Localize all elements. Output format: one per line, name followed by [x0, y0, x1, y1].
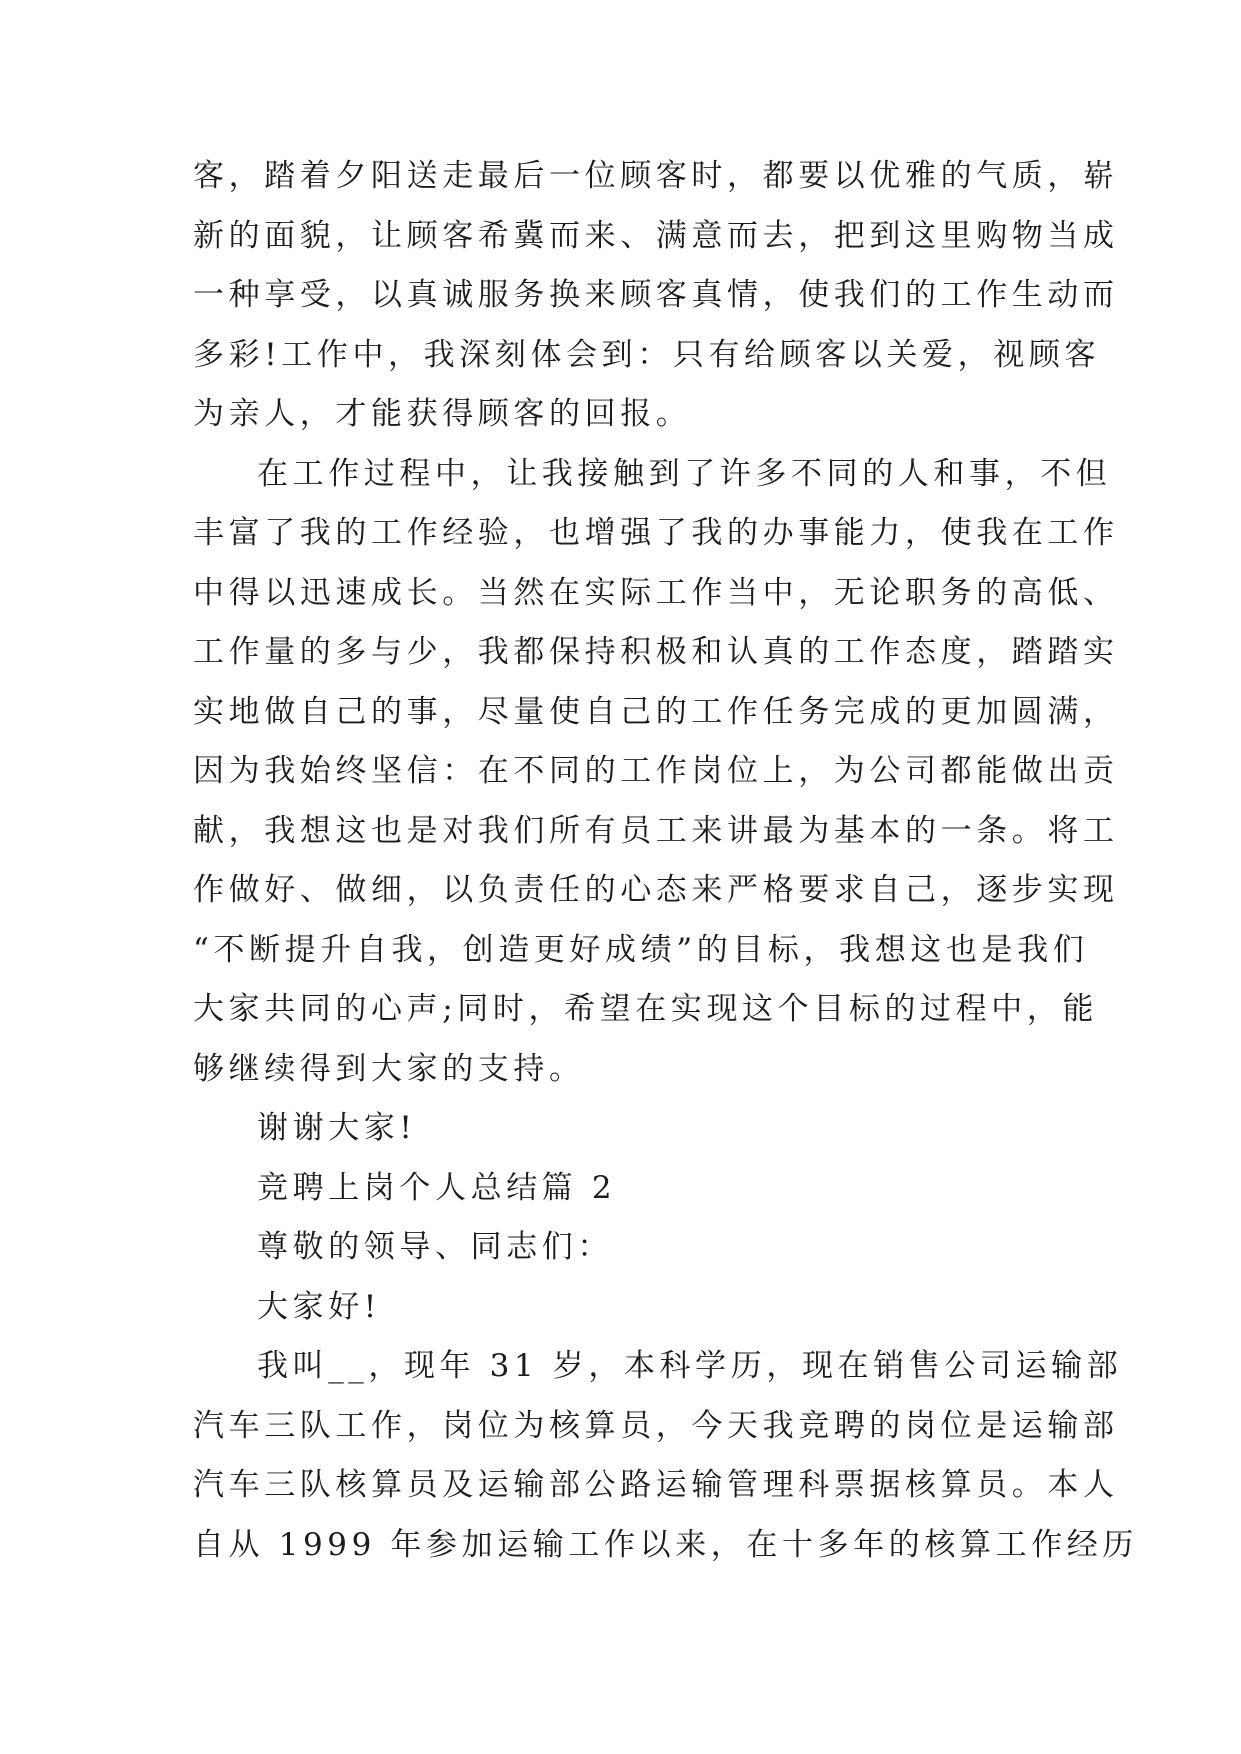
document-body: [193, 147, 1138, 1575]
text-line: 客，踏着夕阳送走最后一位顾客时，都要以优雅的气质，崭: [193, 158, 1119, 194]
text-line: 因为我始终坚信：在不同的工作岗位上，为公司都能做出贡: [193, 753, 1119, 789]
text-line: 大家好!: [257, 1288, 381, 1325]
text-line: 我叫__，现年 31 岁，本科学历，现在销售公司运输部: [257, 1348, 1123, 1384]
text-line: 实地做自己的事，尽量使自己的工作任务完成的更加圆满，: [193, 693, 1119, 730]
text-line: 自从 1999 年参加运输工作以来，在十多年的核算工作经历: [193, 1526, 1138, 1563]
text-line: “不断提升自我，创造更好成绩”的目标，我想这也是我们: [193, 931, 1089, 968]
text-line: 为亲人，才能获得顾客的回报。: [193, 396, 692, 432]
text-line: 汽车三队核算员及运输部公路运输管理科票据核算员。本人: [193, 1467, 1119, 1503]
text-line: 新的面貌，让顾客希冀而来、满意而去，把到这里购物当成: [193, 217, 1119, 254]
text-line: 竞聘上岗个人总结篇 2: [257, 1169, 617, 1206]
text-line: 多彩!工作中，我深刻体会到：只有给顾客以关爱，视顾客: [193, 336, 1101, 373]
text-line: 大家共同的心声;同时，希望在实现这个目标的过程中，能: [193, 991, 1099, 1027]
text-line: 谢谢大家!: [257, 1110, 417, 1146]
text-line: 工作量的多与少，我都保持积极和认真的工作态度，踏踏实: [193, 634, 1119, 670]
text-line: 在工作过程中，让我接触到了许多不同的人和事，不但: [257, 455, 1112, 492]
text-line: 作做好、做细，以负责任的心态来严格要求自己，逐步实现: [193, 872, 1119, 908]
text-line: 献，我想这也是对我们所有员工来讲最为基本的一条。将工: [193, 812, 1119, 849]
text-line: 汽车三队工作，岗位为核算员，今天我竞聘的岗位是运输部: [193, 1407, 1119, 1444]
text-line: 尊敬的领导、同志们：: [257, 1229, 613, 1265]
text-line: 够继续得到大家的支持。: [193, 1050, 585, 1087]
text-line: 丰富了我的工作经验，也增强了我的办事能力，使我在工作: [193, 515, 1119, 551]
text-line: 一种享受，以真诚服务换来顾客真情，使我们的工作生动而: [193, 277, 1119, 313]
text-line: 中得以迅速成长。当然在实际工作当中，无论职务的高低、: [193, 574, 1119, 611]
